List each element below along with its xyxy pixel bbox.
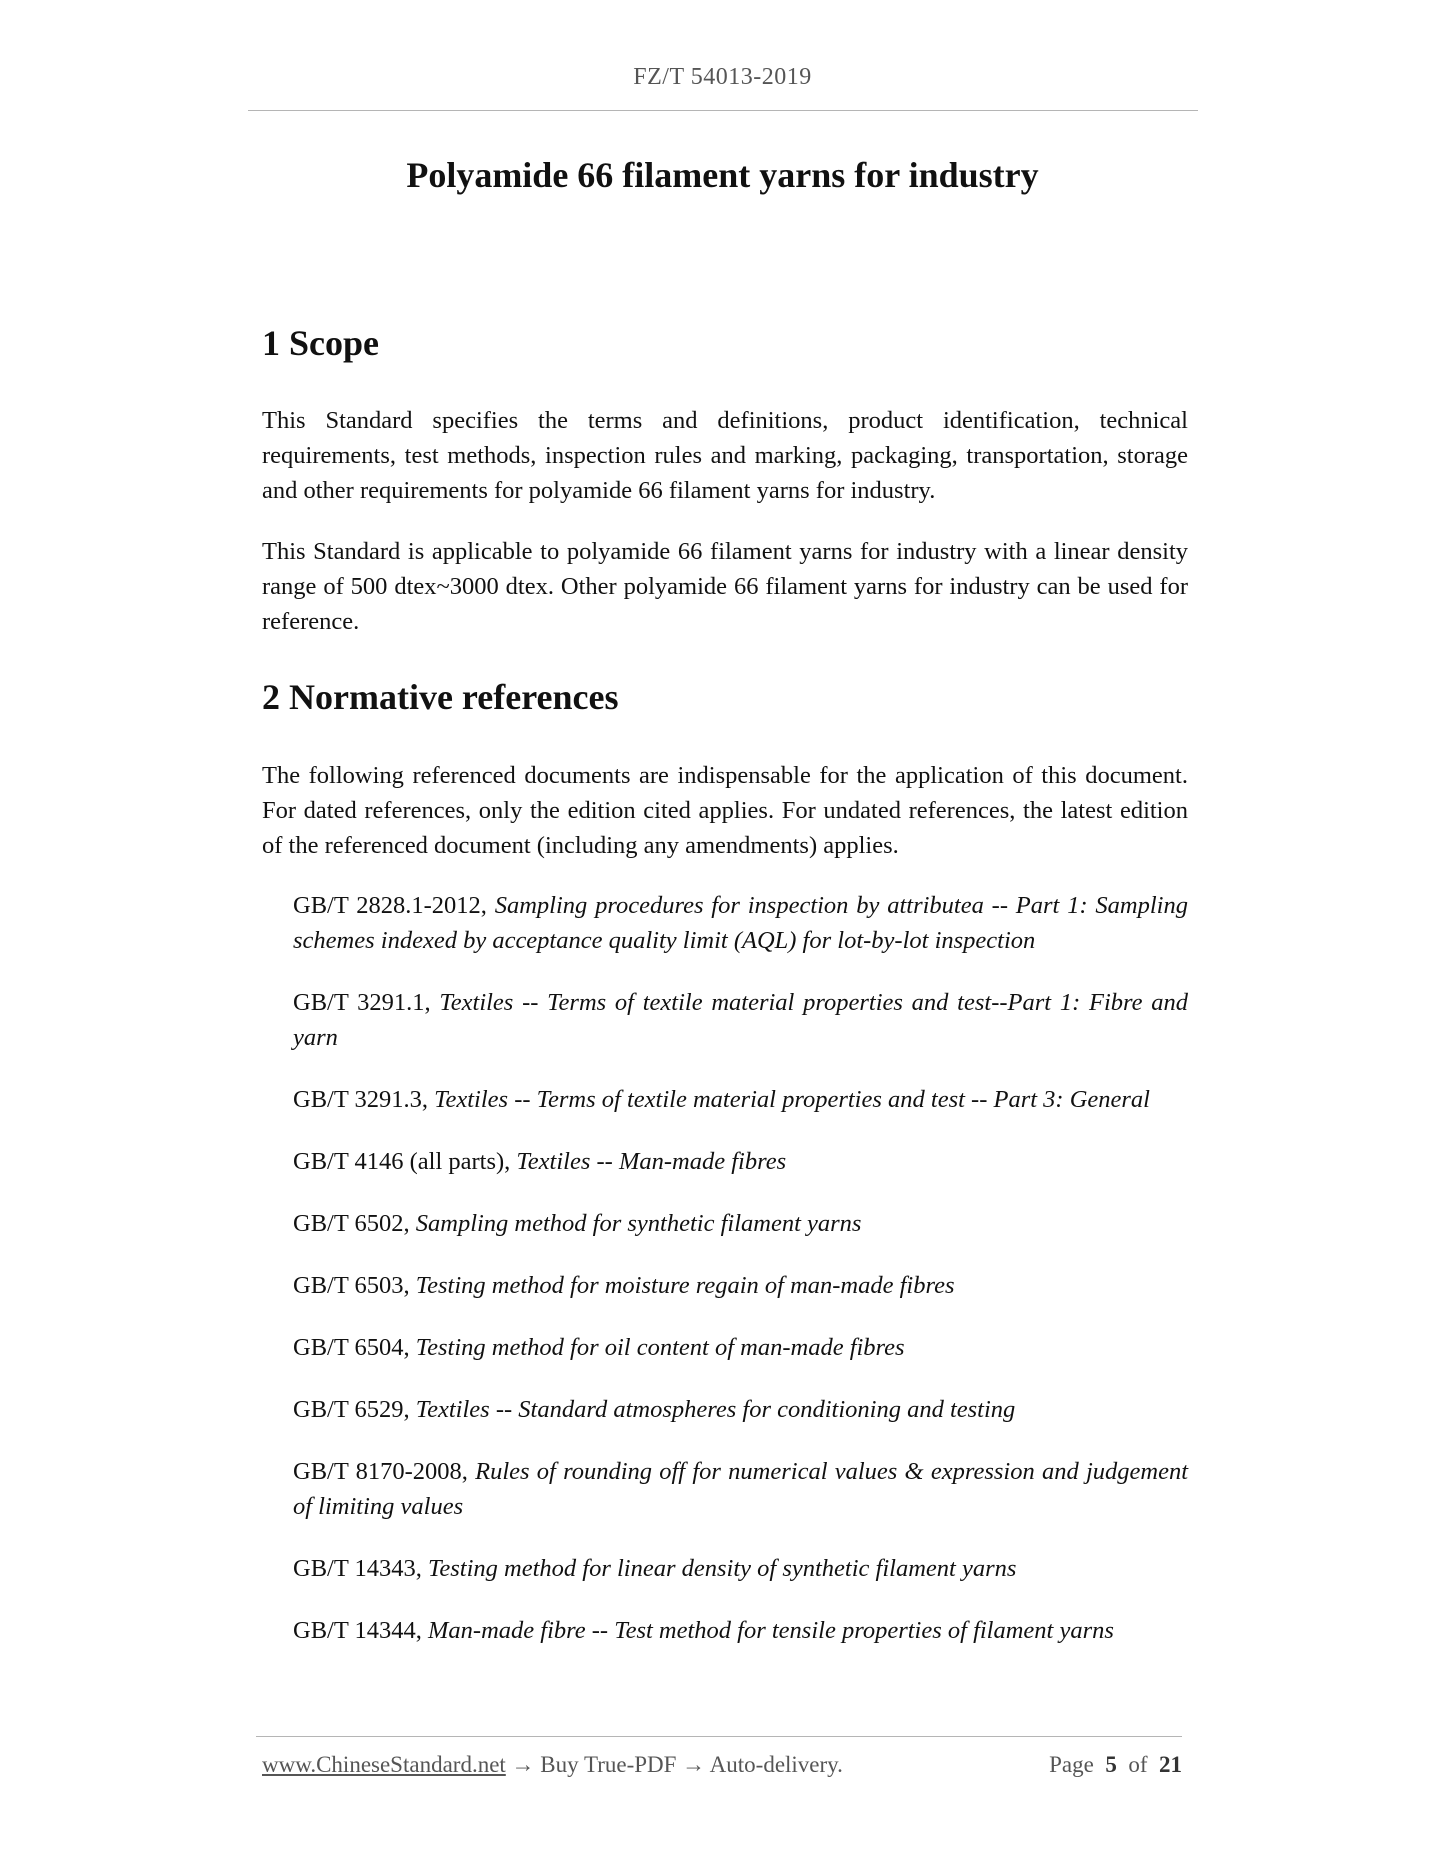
page-indicator [1049, 1752, 1182, 1778]
reference-item: GB/T 14344, Man-made fibre -- Test method for tensile properties of filament yarns [293, 1617, 1114, 1644]
footer-divider [256, 1736, 1182, 1737]
page-label: Page [1049, 1752, 1094, 1777]
scope-paragraph-2-block [262, 534, 1188, 639]
page-footer [262, 1752, 1182, 1778]
current-page-number: 5 [1105, 1752, 1117, 1777]
scope-paragraph-2: This Standard is applicable to polyamide 66 filament yarns for industry with a linear density range of 500 dtex~3000 dtex. Other polyamide 66 filament yarns for industry can be used for reference. [262, 538, 1188, 635]
page-header-standard-code: FZ/T 54013-2019 [633, 64, 812, 90]
reference-item: GB/T 6529, Textiles -- Standard atmospheres for conditioning and testing [293, 1396, 1016, 1423]
reference-item: GB/T 6503, Testing method for moisture regain of man-made fibres [293, 1272, 955, 1299]
total-page-number: 21 [1159, 1752, 1182, 1777]
reference-item: GB/T 4146 (all parts), Textiles -- Man-made fibres [293, 1148, 787, 1175]
chinese-standard-link[interactable]: www.ChineseStandard.net [262, 1752, 506, 1777]
reference-list [293, 888, 1188, 1675]
reference-item: GB/T 3291.1, Textiles -- Terms of textile material properties and test--Part 1: Fibre and yarn [293, 989, 1189, 1051]
scope-paragraph-1: This Standard specifies the terms and definitions, product identification, technical requirements, test methods, inspection rules and marking, packaging, transportation, storage and other requirements for polyamide 66 filament yarns for industry. [262, 407, 1188, 504]
section-heading-normative-references: 2 Normative references [262, 677, 619, 717]
reference-item: GB/T 3291.3, Textiles -- Terms of textile material properties and test -- Part 3: General [293, 1086, 1150, 1113]
reference-item: GB/T 2828.1-2012, Sampling procedures for inspection by attributea -- Part 1: Sampling schemes indexed by acceptance quality limit (AQL) for lot-by-lot inspection [293, 892, 1188, 954]
section-heading-scope: 1 Scope [262, 323, 379, 363]
reference-item: GB/T 14343, Testing method for linear density of synthetic filament yarns [293, 1555, 1017, 1582]
section-scope [262, 322, 1188, 364]
reference-item: GB/T 6502, Sampling method for synthetic filament yarns [293, 1210, 862, 1237]
section-normative-references [262, 676, 1188, 718]
normative-references-intro: The following referenced documents are indispensable for the application of this document. For dated references, only the edition cited applies. For undated references, the latest edition of the referenced document (including any amendments) applies. [262, 762, 1188, 859]
document-title: Polyamide 66 filament yarns for industry [406, 155, 1039, 195]
page-of-label: of [1128, 1752, 1148, 1777]
scope-paragraph-1-block [262, 403, 1188, 508]
footer-tagline: → Buy True-PDF → Auto-delivery. [505, 1752, 843, 1777]
header-divider [248, 110, 1198, 111]
reference-item: GB/T 8170-2008, Rules of rounding off for numerical values & expression and judgement of limiting values [293, 1458, 1188, 1520]
reference-item: GB/T 6504, Testing method for oil content of man-made fibres [293, 1334, 905, 1361]
normative-paragraph-block [262, 758, 1188, 863]
